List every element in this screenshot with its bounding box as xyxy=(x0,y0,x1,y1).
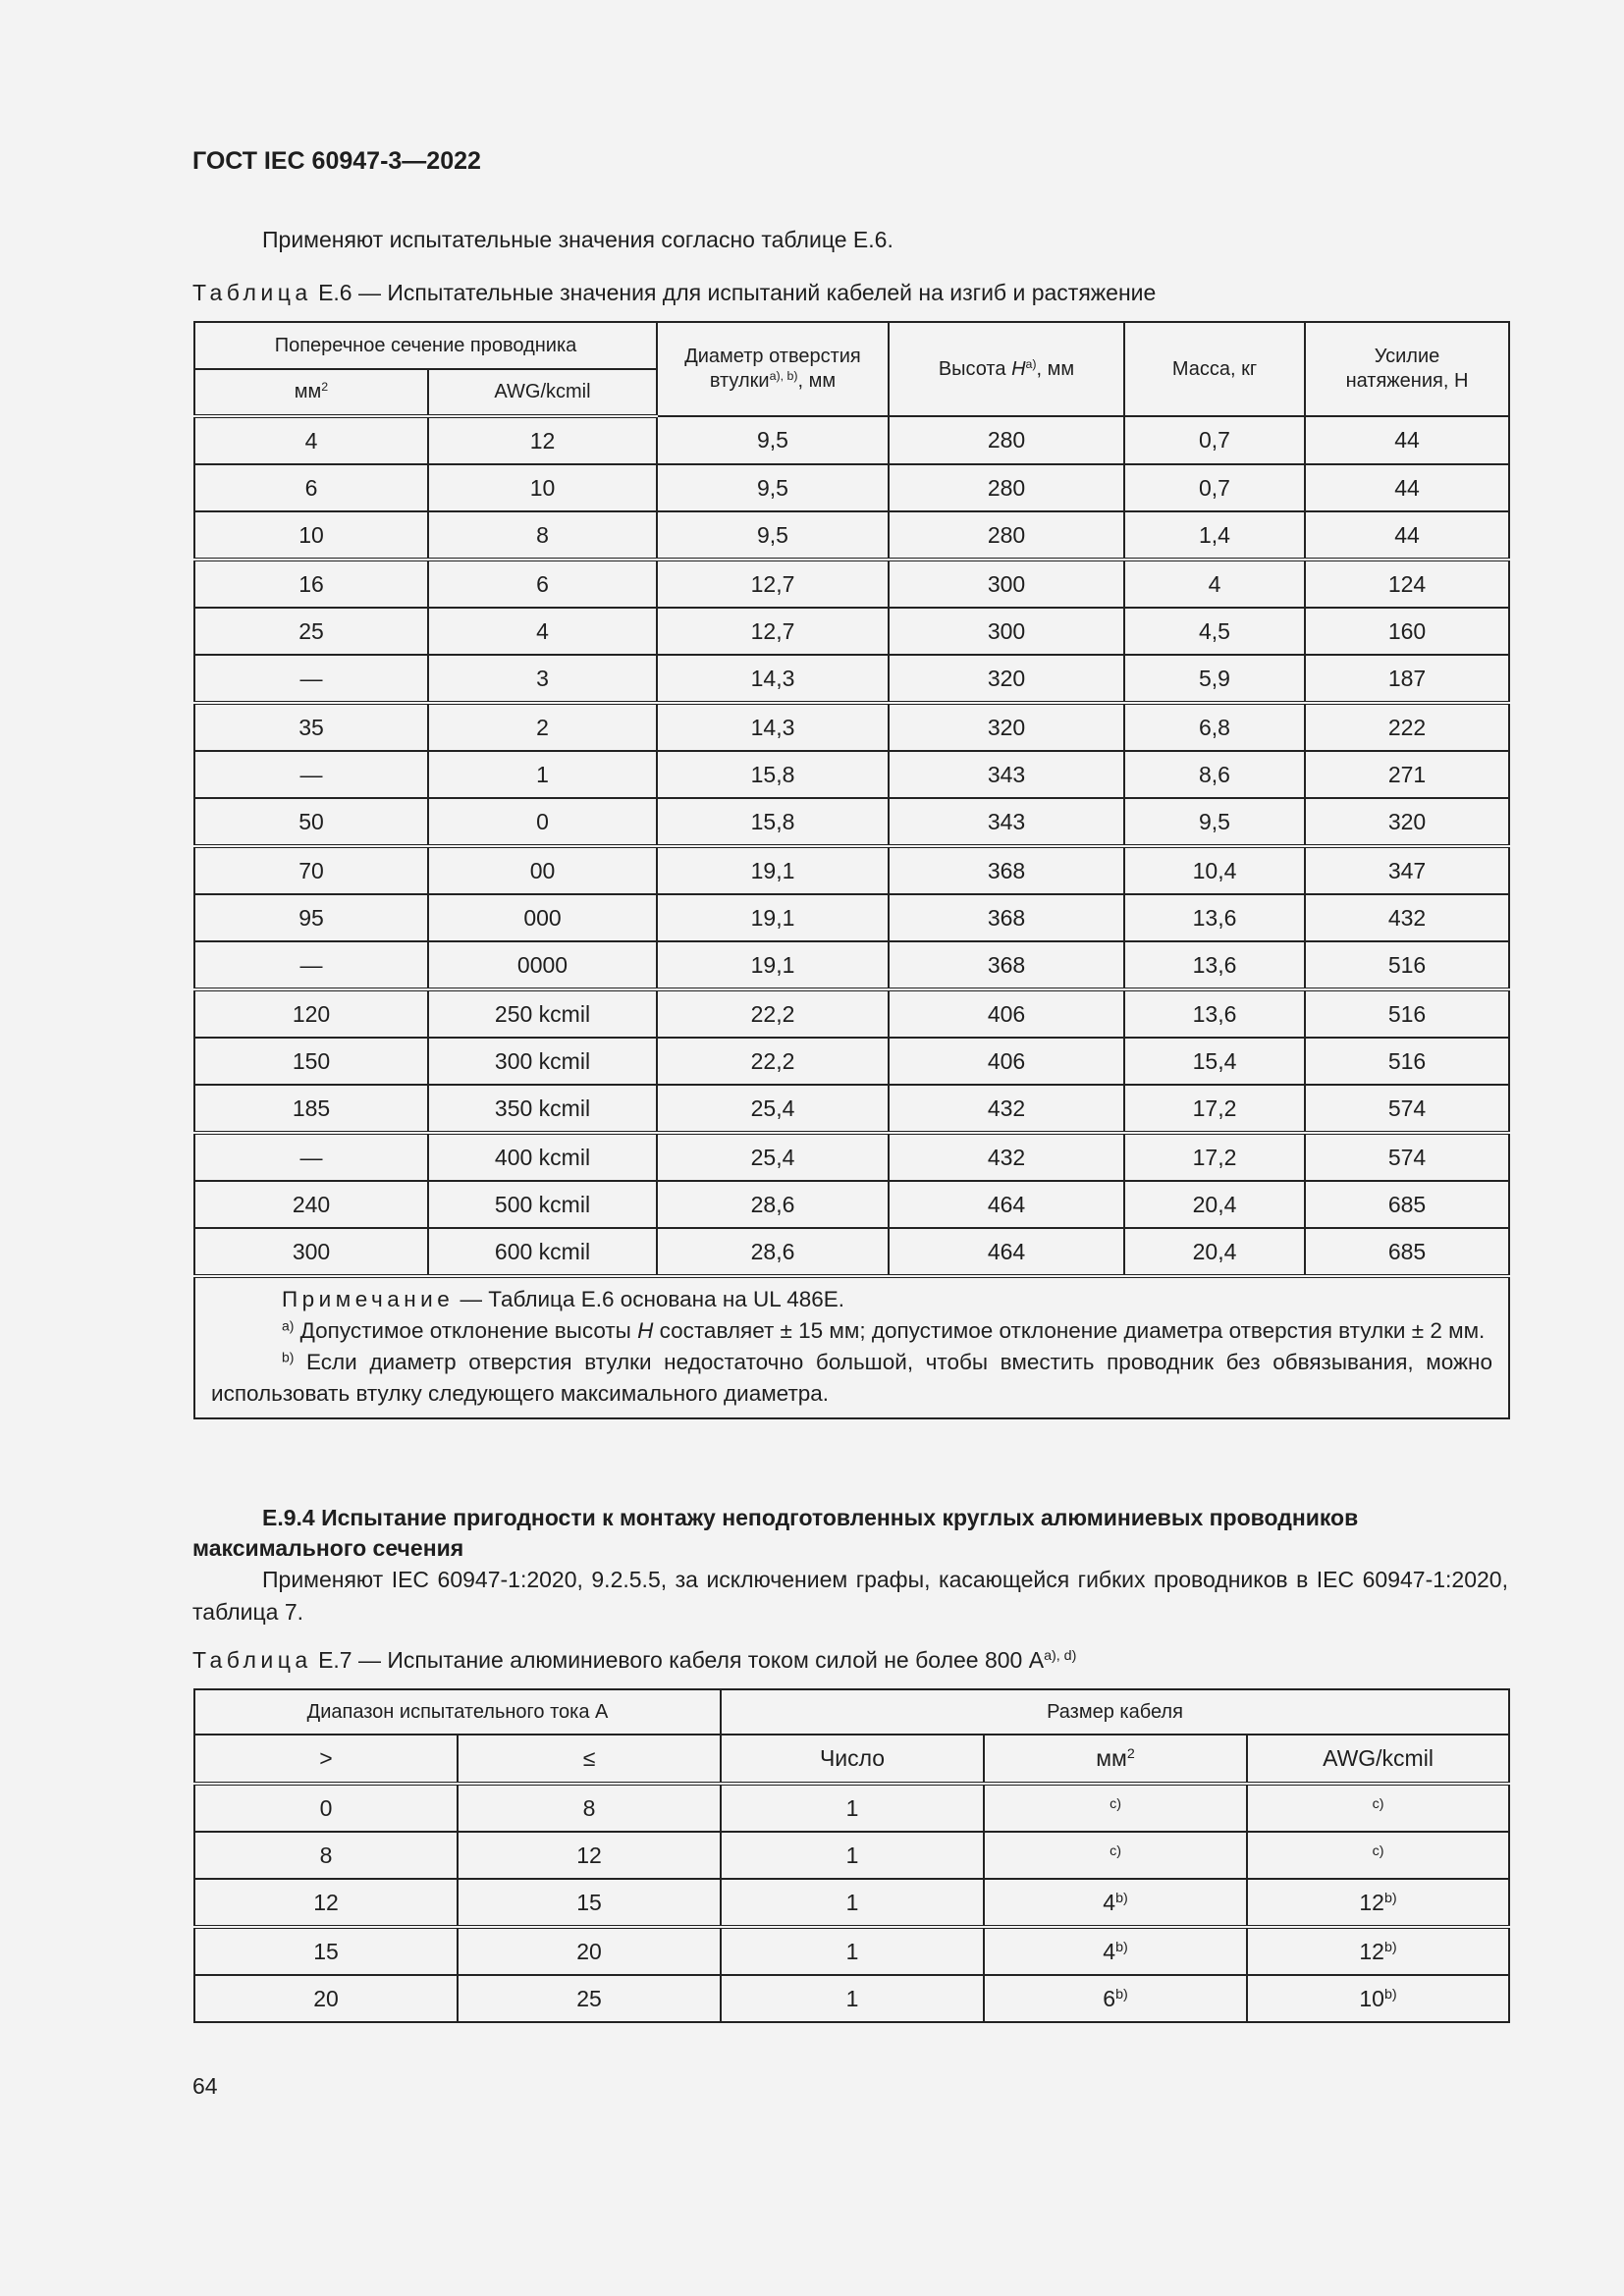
table-cell: 574 xyxy=(1305,1133,1509,1181)
table-cell: 12 xyxy=(458,1832,721,1879)
table-cell: 28,6 xyxy=(657,1181,889,1228)
table-cell: 516 xyxy=(1305,989,1509,1038)
table-row xyxy=(194,941,1509,989)
table-cell: 14,3 xyxy=(657,703,889,751)
table-row xyxy=(194,464,1509,511)
table-row xyxy=(194,703,1509,751)
table-cell xyxy=(984,1832,1247,1879)
table-cell: 20,4 xyxy=(1124,1181,1305,1228)
table-cell: 12$^{b)}$ xyxy=(1247,1927,1509,1975)
table-cell: 6,8 xyxy=(1124,703,1305,751)
table-cell: 9,5 xyxy=(657,511,889,560)
table-cell: 187 xyxy=(1305,655,1509,703)
table-cell: 0,7 xyxy=(1124,464,1305,511)
table-e7-body xyxy=(194,1784,1509,2022)
table-cell: 0 xyxy=(428,798,657,846)
table-cell: 25 xyxy=(194,608,428,655)
header-less-equal: ≤ xyxy=(458,1735,721,1784)
note-line: Примечание — Таблица Е.6 основана на UL 486E. xyxy=(282,1287,845,1311)
table-cell: 368 xyxy=(889,941,1124,989)
table-cell: 516 xyxy=(1305,941,1509,989)
table-cell: 44 xyxy=(1305,416,1509,464)
table-cell: 50 xyxy=(194,798,428,846)
table-cell: 1 xyxy=(721,1879,984,1927)
table-cell: 44 xyxy=(1305,511,1509,560)
table-cell: 00 xyxy=(428,846,657,894)
table-cell: 240 xyxy=(194,1181,428,1228)
page-number: 64 xyxy=(192,2073,218,2099)
table-cell: — xyxy=(194,1133,428,1181)
footnote-mark: c) xyxy=(1110,1842,1121,1859)
table-cell: — xyxy=(194,655,428,703)
table7-caption-sup: a), d) xyxy=(1044,1648,1077,1665)
table-cell: 15,8 xyxy=(657,798,889,846)
table-cell: 70 xyxy=(194,846,428,894)
table-cell: 6 xyxy=(194,464,428,511)
table-row xyxy=(194,1975,1509,2022)
table-cell: 6$^{b)}$ xyxy=(984,1975,1247,2022)
table-cell: 13,6 xyxy=(1124,894,1305,941)
table-row xyxy=(194,798,1509,846)
header-current-range: Диапазон испытательного тока А xyxy=(194,1689,721,1735)
table-cell: 280 xyxy=(889,416,1124,464)
table-cell: 17,2 xyxy=(1124,1133,1305,1181)
table-cell: 6 xyxy=(428,560,657,608)
table-cell: 185 xyxy=(194,1085,428,1133)
table-cell xyxy=(1247,1832,1509,1879)
table-cell: 5,9 xyxy=(1124,655,1305,703)
table-row xyxy=(194,751,1509,798)
table-cell xyxy=(984,1784,1247,1832)
table-cell: 685 xyxy=(1305,1228,1509,1276)
table-row xyxy=(194,1784,1509,1832)
table-cell: 432 xyxy=(889,1133,1124,1181)
table-e6-body xyxy=(194,416,1509,1276)
table-cell: 13,6 xyxy=(1124,941,1305,989)
table-row xyxy=(194,1228,1509,1276)
table-cell: 464 xyxy=(889,1228,1124,1276)
footnote-a: $^{a)}$ Допустимое отклонение высоты H составляет ± 15 мм; допустимое отклонение диаметра отверстия втулки ± 2 мм. xyxy=(282,1317,1486,1343)
table-cell: 222 xyxy=(1305,703,1509,751)
table-cell: 1 xyxy=(428,751,657,798)
table-row xyxy=(194,608,1509,655)
table-row xyxy=(194,846,1509,894)
table-row xyxy=(194,1832,1509,1879)
footnote-mark: c) xyxy=(1372,1795,1384,1812)
table-cell: 28,6 xyxy=(657,1228,889,1276)
header-height: Высота $H^{a)}$, мм xyxy=(889,322,1124,416)
header-cable-size: Размер кабеля xyxy=(721,1689,1509,1735)
table-cell: 1 xyxy=(721,1927,984,1975)
table-cell: 4 xyxy=(428,608,657,655)
table-cell: 8 xyxy=(428,511,657,560)
table-row xyxy=(194,1181,1509,1228)
table-cell: 406 xyxy=(889,1038,1124,1085)
table-row xyxy=(194,1133,1509,1181)
table-cell: 9,5 xyxy=(1124,798,1305,846)
table-cell: 1,4 xyxy=(1124,511,1305,560)
table-cell: 10 xyxy=(428,464,657,511)
table-e6 xyxy=(193,321,1510,1419)
table-row xyxy=(194,1927,1509,1975)
table-cell: 1 xyxy=(721,1784,984,1832)
footnote-mark: c) xyxy=(1110,1795,1121,1812)
section-heading: Е.9.4 Испытание пригодности к монтажу неподготовленных круглых алюминиевых проводников максимального сечения xyxy=(192,1505,1359,1561)
table-row xyxy=(194,1085,1509,1133)
table-cell: 9,5 xyxy=(657,464,889,511)
table-cell: 368 xyxy=(889,846,1124,894)
table-cell: 120 xyxy=(194,989,428,1038)
table-cell: 0 xyxy=(194,1784,458,1832)
table-cell: 20 xyxy=(194,1975,458,2022)
table-cell: 4$^{b)}$ xyxy=(984,1927,1247,1975)
table-cell: 600 kcmil xyxy=(428,1228,657,1276)
intro-paragraph: Применяют испытательные значения согласно таблице Е.6. xyxy=(262,227,893,252)
table-cell: 2 xyxy=(428,703,657,751)
table-cell: 4 xyxy=(1124,560,1305,608)
table7-caption xyxy=(192,1647,1076,1674)
table-cell: 25,4 xyxy=(657,1085,889,1133)
table-cell: 4 xyxy=(194,416,428,464)
table-cell: — xyxy=(194,751,428,798)
table-cell: 1 xyxy=(721,1975,984,2022)
table-e7 xyxy=(193,1688,1510,2023)
table-cell: 12,7 xyxy=(657,608,889,655)
table-cell: 280 xyxy=(889,464,1124,511)
footnote-mark: b) xyxy=(1115,1986,1128,2002)
table-cell: 16 xyxy=(194,560,428,608)
table-cell: 300 xyxy=(194,1228,428,1276)
table-cell: 9,5 xyxy=(657,416,889,464)
table-row xyxy=(194,560,1509,608)
table-cell: 574 xyxy=(1305,1085,1509,1133)
table-cell: 000 xyxy=(428,894,657,941)
table-cell: 320 xyxy=(889,703,1124,751)
table-cell: 19,1 xyxy=(657,941,889,989)
header-pull-force: Усилие натяжения, Н xyxy=(1305,322,1509,416)
footnote-b: $^{b)}$ Если диаметр отверстия втулки недостаточно большой, чтобы вместить проводник без обвязывания, можно использовать втулку следующего максимального диаметра. xyxy=(211,1349,1492,1406)
table-cell: 17,2 xyxy=(1124,1085,1305,1133)
table6-caption-text: Е.6 — Испытательные значения для испытаний кабелей на изгиб и растяжение xyxy=(311,280,1157,305)
table-cell: 22,2 xyxy=(657,1038,889,1085)
table-e6-notes xyxy=(194,1276,1509,1418)
table-cell: 300 xyxy=(889,608,1124,655)
document-header: ГОСТ IEC 60947-3—2022 xyxy=(192,147,481,175)
table-cell: 13,6 xyxy=(1124,989,1305,1038)
table-cell: 432 xyxy=(1305,894,1509,941)
table-cell: 320 xyxy=(889,655,1124,703)
footnote-mark: b) xyxy=(1383,1939,1397,1955)
table6-caption-word: Таблица xyxy=(192,280,312,305)
table-cell: 400 kcmil xyxy=(428,1133,657,1181)
table-cell: 8,6 xyxy=(1124,751,1305,798)
table-cell: 280 xyxy=(889,511,1124,560)
header-mm2: $мм^2$ xyxy=(194,369,428,416)
footnote-mark: b) xyxy=(1383,1890,1397,1906)
footnote-mark: b) xyxy=(1115,1939,1128,1955)
table-cell: 14,3 xyxy=(657,655,889,703)
table7-caption-text: Е.7 — Испытание алюминиевого кабеля током силой не более 800 А xyxy=(311,1647,1045,1673)
table-cell: 12$^{b)}$ xyxy=(1247,1879,1509,1927)
header-greater-than: > xyxy=(194,1735,458,1784)
header-number: Число xyxy=(721,1735,984,1784)
table-cell: 10 xyxy=(194,511,428,560)
section-text: Применяют IEC 60947-1:2020, 9.2.5.5, за исключением графы, касающейся гибких проводников в IEC 60947-1:2020, таблица 7. xyxy=(192,1567,1508,1625)
table-cell: 368 xyxy=(889,894,1124,941)
table-row xyxy=(194,1879,1509,1927)
table-cell: 8 xyxy=(194,1832,458,1879)
table-cell: 25 xyxy=(458,1975,721,2022)
table-cell: 685 xyxy=(1305,1181,1509,1228)
table-row xyxy=(194,989,1509,1038)
table-cell: 4,5 xyxy=(1124,608,1305,655)
table-cell: 12,7 xyxy=(657,560,889,608)
footnote-mark: b) xyxy=(1383,1986,1397,2002)
table-cell: 95 xyxy=(194,894,428,941)
table-cell: 1 xyxy=(721,1832,984,1879)
table-cell: 12 xyxy=(194,1879,458,1927)
header-mass: Масса, кг xyxy=(1124,322,1305,416)
table-cell: 432 xyxy=(889,1085,1124,1133)
table-cell: 15,8 xyxy=(657,751,889,798)
table-cell: 160 xyxy=(1305,608,1509,655)
header-awg: AWG/kcmil xyxy=(428,369,657,416)
table-cell: 25,4 xyxy=(657,1133,889,1181)
table-cell: 516 xyxy=(1305,1038,1509,1085)
table-cell: 350 kcmil xyxy=(428,1085,657,1133)
table-row xyxy=(194,655,1509,703)
table-cell: 10$^{b)}$ xyxy=(1247,1975,1509,2022)
table-cell: 20,4 xyxy=(1124,1228,1305,1276)
table-cell: 12 xyxy=(428,416,657,464)
table-cell: 15 xyxy=(458,1879,721,1927)
table-cell: 150 xyxy=(194,1038,428,1085)
table-cell: 406 xyxy=(889,989,1124,1038)
table-cell: 19,1 xyxy=(657,846,889,894)
table-cell: 8 xyxy=(458,1784,721,1832)
table-cell: 35 xyxy=(194,703,428,751)
table-cell: 15 xyxy=(194,1927,458,1975)
table6-caption xyxy=(192,280,1156,306)
section-e94 xyxy=(192,1503,1508,1629)
footnote-mark: c) xyxy=(1372,1842,1384,1859)
table-cell: 0000 xyxy=(428,941,657,989)
table-cell: 3 xyxy=(428,655,657,703)
footnote-mark: b) xyxy=(1115,1890,1128,1906)
table-cell: 250 kcmil xyxy=(428,989,657,1038)
header-bushing-diameter: Диаметр отверстия втулки$^{a), b)}$, мм xyxy=(657,322,889,416)
table7-caption-word: Таблица xyxy=(192,1647,312,1673)
table-row xyxy=(194,1038,1509,1085)
table-cell: 44 xyxy=(1305,464,1509,511)
table-cell: 300 kcmil xyxy=(428,1038,657,1085)
header-mm2: $мм^2$ xyxy=(984,1735,1247,1784)
table-cell: 0,7 xyxy=(1124,416,1305,464)
table-row xyxy=(194,511,1509,560)
table-cell: 19,1 xyxy=(657,894,889,941)
table-cell: 347 xyxy=(1305,846,1509,894)
table-row xyxy=(194,416,1509,464)
table-cell: 464 xyxy=(889,1181,1124,1228)
table-cell: 271 xyxy=(1305,751,1509,798)
table-cell: 343 xyxy=(889,798,1124,846)
header-awg: AWG/kcmil xyxy=(1247,1735,1509,1784)
table-cell: 124 xyxy=(1305,560,1509,608)
table-cell: 320 xyxy=(1305,798,1509,846)
table-cell: 20 xyxy=(458,1927,721,1975)
header-cross-section: Поперечное сечение проводника xyxy=(194,322,657,369)
table-cell: 500 kcmil xyxy=(428,1181,657,1228)
table-cell: 15,4 xyxy=(1124,1038,1305,1085)
table-cell: 300 xyxy=(889,560,1124,608)
table-cell xyxy=(1247,1784,1509,1832)
table-cell: 343 xyxy=(889,751,1124,798)
table-cell: 4$^{b)}$ xyxy=(984,1879,1247,1927)
table-row xyxy=(194,894,1509,941)
table-cell: 10,4 xyxy=(1124,846,1305,894)
table-cell: 22,2 xyxy=(657,989,889,1038)
table-cell: — xyxy=(194,941,428,989)
